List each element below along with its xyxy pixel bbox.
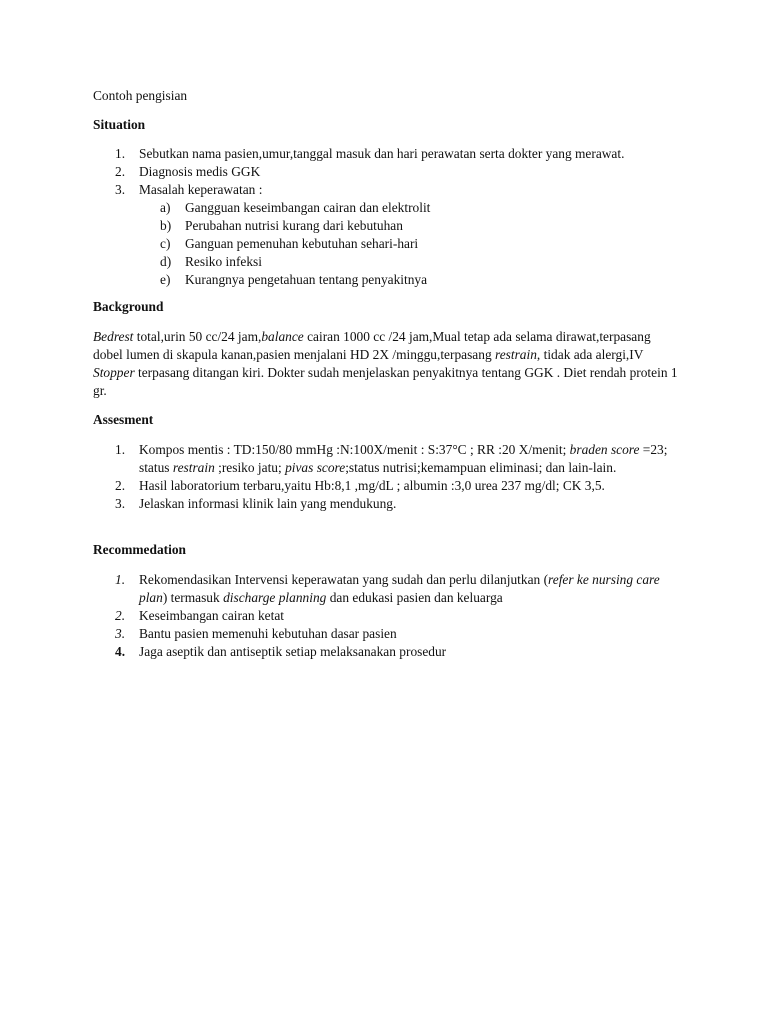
list-item-text: Jaga aseptik dan antiseptik setiap melaksanakan prosedur: [139, 644, 447, 659]
list-item-text: pivas score: [285, 460, 346, 475]
list-item-text: =23; status: [139, 442, 668, 475]
sub-list-item: [0, 271, 768, 289]
situation-heading: Situation: [93, 117, 146, 132]
list-item-text: Kompos mentis : TD:150/80 mmHg :N:100X/menit : S:37°C ; RR :20 X/menit;: [139, 442, 570, 457]
assessment-heading: Assesment: [93, 412, 154, 427]
list-number: 2.: [115, 164, 126, 179]
list-item: [0, 477, 674, 495]
nursing-problems-list: [0, 199, 768, 289]
sub-list-item: [0, 199, 768, 217]
list-item: [0, 145, 674, 163]
list-item-text: Masalah keperawatan :: [139, 182, 263, 197]
list-item-text: ) termasuk: [162, 590, 224, 605]
list-item-text: restrain: [172, 460, 215, 475]
list-item-text: Hasil laboratorium terbaru,yaitu Hb:8,1 ,mg/dL ; albumin :3,0 urea 237 mg/dl; CK 3,5.: [139, 478, 605, 493]
list-item: [0, 625, 674, 643]
list-item-text: Jelaskan informasi klinik lain yang mendukung.: [139, 496, 397, 511]
background-heading: Background: [93, 299, 164, 314]
sub-list-letter: b): [160, 218, 172, 233]
list-item: [0, 495, 674, 513]
background-text: Bedrest: [93, 329, 134, 344]
list-item-text: refer ke nursing care plan: [139, 572, 660, 605]
list-item: [0, 441, 674, 477]
list-item-text: Sebutkan nama pasien,umur,tanggal masuk dan hari perawatan serta dokter yang merawat.: [139, 146, 625, 161]
situation-list: [0, 145, 768, 199]
list-number: 3.: [115, 496, 126, 511]
list-item-text: discharge planning: [223, 590, 327, 605]
list-item-text: Rekomendasikan Intervensi keperawatan yang sudah dan perlu dilanjutkan (: [139, 572, 549, 587]
assessment-list: [0, 441, 768, 513]
intro-text: Contoh pengisian: [93, 88, 188, 103]
background-text: , tidak ada alergi,IV: [536, 347, 644, 362]
background-text: restrain: [495, 347, 537, 362]
list-item-text: Bantu pasien memenuhi kebutuhan dasar pasien: [139, 626, 397, 641]
sub-list-text: Ganguan pemenuhan kebutuhan sehari-hari: [185, 236, 419, 251]
sub-list-letter: e): [160, 272, 171, 287]
sub-list-text: Gangguan keseimbangan cairan dan elektrolit: [185, 200, 431, 215]
sub-list-letter: a): [160, 200, 171, 215]
list-item-text: ;resiko jatu;: [214, 460, 286, 475]
list-number: 1.: [115, 442, 126, 457]
background-text: cairan 1000 cc /24 jam,Mual tetap ada selama dirawat,terpasang dobel lumen di skapula kanan,pasien menjalani HD 2X /minggu,terpasang: [93, 329, 651, 362]
list-item-text: dan edukasi pasien dan keluarga: [326, 590, 503, 605]
list-number: 3.: [115, 182, 126, 197]
sub-list-text: Perubahan nutrisi kurang dari kebutuhan: [185, 218, 403, 233]
background-text: terpasang ditangan kiri. Dokter sudah menjelaskan penyakitnya tentang GGK . Diet rendah protein 1 gr.: [93, 365, 678, 398]
list-item-text: Diagnosis medis GGK: [139, 164, 261, 179]
sub-list-text: Resiko infeksi: [185, 254, 262, 269]
recommendation-list: [0, 571, 768, 661]
list-item-text: Keseimbangan cairan ketat: [139, 608, 284, 623]
list-number: 4.: [115, 644, 126, 659]
list-item-text: braden score: [569, 442, 640, 457]
sub-list-item: [0, 217, 768, 235]
sub-list-letter: d): [160, 254, 172, 269]
list-number: 2.: [115, 608, 126, 623]
background-text: balance: [261, 329, 304, 344]
list-item: [0, 571, 674, 607]
list-number: 1.: [115, 572, 126, 587]
background-text: total,urin 50 cc/24 jam,: [133, 329, 262, 344]
sub-list-letter: c): [160, 236, 171, 251]
sub-list-text: Kurangnya pengetahuan tentang penyakitnya: [185, 272, 428, 287]
background-paragraph: [93, 328, 678, 400]
sub-list-item: [0, 253, 768, 271]
list-item: [0, 643, 674, 661]
list-item: [0, 607, 674, 625]
list-number: 2.: [115, 478, 126, 493]
list-number: 3.: [115, 626, 126, 641]
sub-list-item: [0, 235, 768, 253]
list-item: [0, 181, 674, 199]
list-item: [0, 163, 674, 181]
recommendation-heading: Recommedation: [93, 542, 186, 557]
background-text: Stopper: [93, 365, 135, 380]
list-number: 1.: [115, 146, 126, 161]
list-item-text: ;status nutrisi;kemampuan eliminasi; dan lain-lain.: [345, 460, 617, 475]
